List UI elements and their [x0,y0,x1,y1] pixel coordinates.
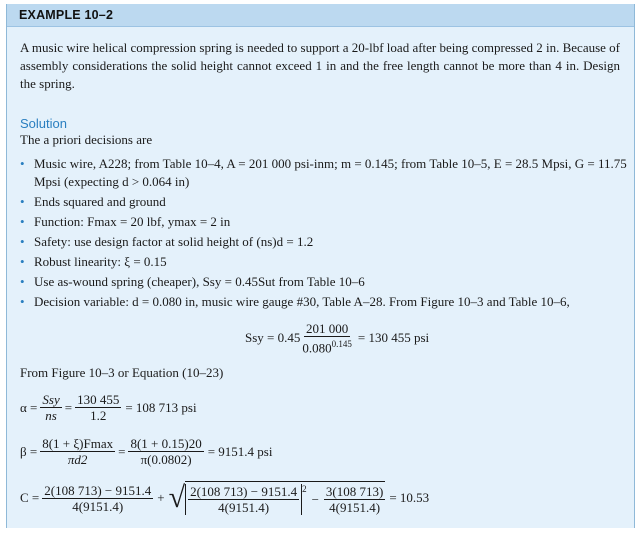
decision-list [20,155,630,313]
bullet-icon: • [20,214,25,229]
example-header [7,4,634,27]
bullet-icon: • [20,156,25,171]
bullet-icon: • [20,274,25,289]
bullet-icon: • [20,234,25,249]
bullet-icon: • [20,294,25,309]
bullet-icon: • [20,254,25,269]
solution-intro: The a priori decisions are [20,132,153,147]
list-item: • Ends squared and ground [20,194,166,209]
list-item: • Music wire, A228; from Table 10–4, A = 201 000 psi-inm; m = 0.145; from Table 10–5, E = 28.5 Mpsi, G = 11.75 Mpsi (expecting d > 0.064 in) [20,156,627,189]
problem-statement: A music wire helical compression spring is needed to support a 20-lbf load after being compressed 2 in. Because of assembly considerations the solid height cannot exceed 1 in and the free length cannot be more than 4 in. Design the spring. [20,40,621,91]
equation-c: C = $\frac{2(108 713) - 9151.4}{4(9151.4)}$ + √ $\frac{2(108 713) - 9151.4}{4(9151.4)}$ $^2$ − $\frac{3(108 713)}{4(9151.4)}$ = 10.53 [20,481,430,515]
reference-text: From Figure 10–3 or Equation (10–23) [20,365,224,380]
bullet-icon: • [20,194,25,209]
list-item: • Robust linearity: ξ = 0.15 [20,254,167,269]
list-item: • Function: Fmax = 20 lbf, ymax = 2 in [20,214,231,229]
list-item: • Use as-wound spring (cheaper), Ssy = 0.45Sut from Table 10–6 [20,274,365,289]
solution-label: Solution [20,116,67,131]
example-box [6,4,635,528]
equation-beta: β = $\frac{8(1 + \xi)Fmax}{\pi d2}$ = $\frac{8(1 + 0.15)20}{\pi(0.0802)}$ = 9151.4 psi [20,436,273,467]
equation-alpha: α = $\frac{\text{Ssy}}{ns}$ = $\frac{130 455}{1.2}$ = 108 713 psi [20,392,197,423]
sqrt-icon: √ $\frac{2(108 713) - 9151.4}{4(9151.4)}$ $^2$ − $\frac{3(108 713)}{4(9151.4)}$ [168,481,384,515]
list-item: • Decision variable: d = 0.080 in, music wire gauge #30, Table A–28. From Figure 10–3 and Table 10–6, [20,294,570,309]
list-item: • Safety: use design factor at solid height of (ns)d = 1.2 [20,234,314,249]
example-title: EXAMPLE 10–2 [19,8,114,22]
equation-ssy: Ssy = 0.45 $\frac{201 000}{0.080^{0.145}}$ = 130 455 psi [245,321,430,356]
